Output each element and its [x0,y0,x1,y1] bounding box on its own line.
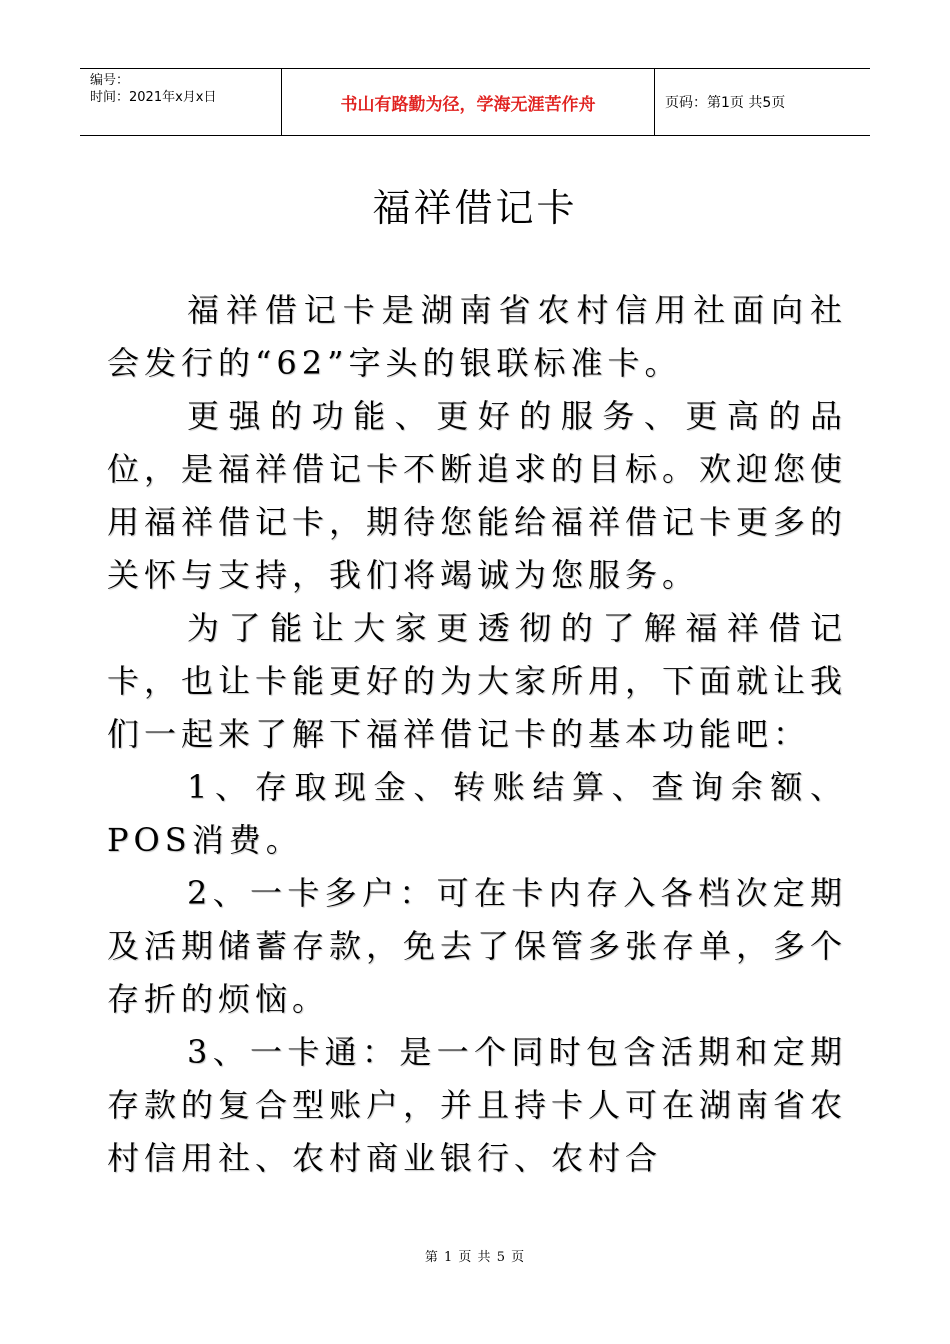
document-title: 福祥借记卡 [372,186,578,230]
header-meta-cell [80,69,282,135]
paragraph: 2、一卡多户：可在卡内存入各档次定期及活期储蓄存款，免去了保管多张存单，多个存折的烦恼。 [107,874,848,1018]
header-table [80,68,870,136]
paragraph: 1、存取现金、转账结算、查询余额、POS消费。 [107,768,847,859]
paragraph: 为了能让大家更透彻的了解福祥借记卡，也让卡能更好的为大家所用，下面就让我们一起来了解下福祥借记卡的基本功能吧： [107,609,848,753]
paragraph: 福祥借记卡是湖南省农村信用社面向社会发行的“62”字头的银联标准卡。 [107,291,847,382]
document-body [107,284,847,1185]
page-footer: 第 1 页 共 5 页 [424,1250,526,1265]
document-number-label: 编号： [90,73,130,88]
document-time-label: 时间：2021年x月x日 [90,90,217,105]
paragraph: 更强的功能、更好的服务、更高的品位，是福祥借记卡不断追求的目标。欢迎您使用福祥借记卡，期待您能给福祥借记卡更多的关怀与支持，我们将竭诚为您服务。 [107,397,848,594]
paragraph: 3、一卡通：是一个同时包含活期和定期存款的复合型账户，并且持卡人可在湖南省农村信用社、农村商业银行、农村合 [107,1033,848,1177]
header-page-code: 页码：第1页 共5页 [665,95,786,111]
header-motto: 书山有路勤为径，学海无涯苦作舟 [282,69,655,135]
